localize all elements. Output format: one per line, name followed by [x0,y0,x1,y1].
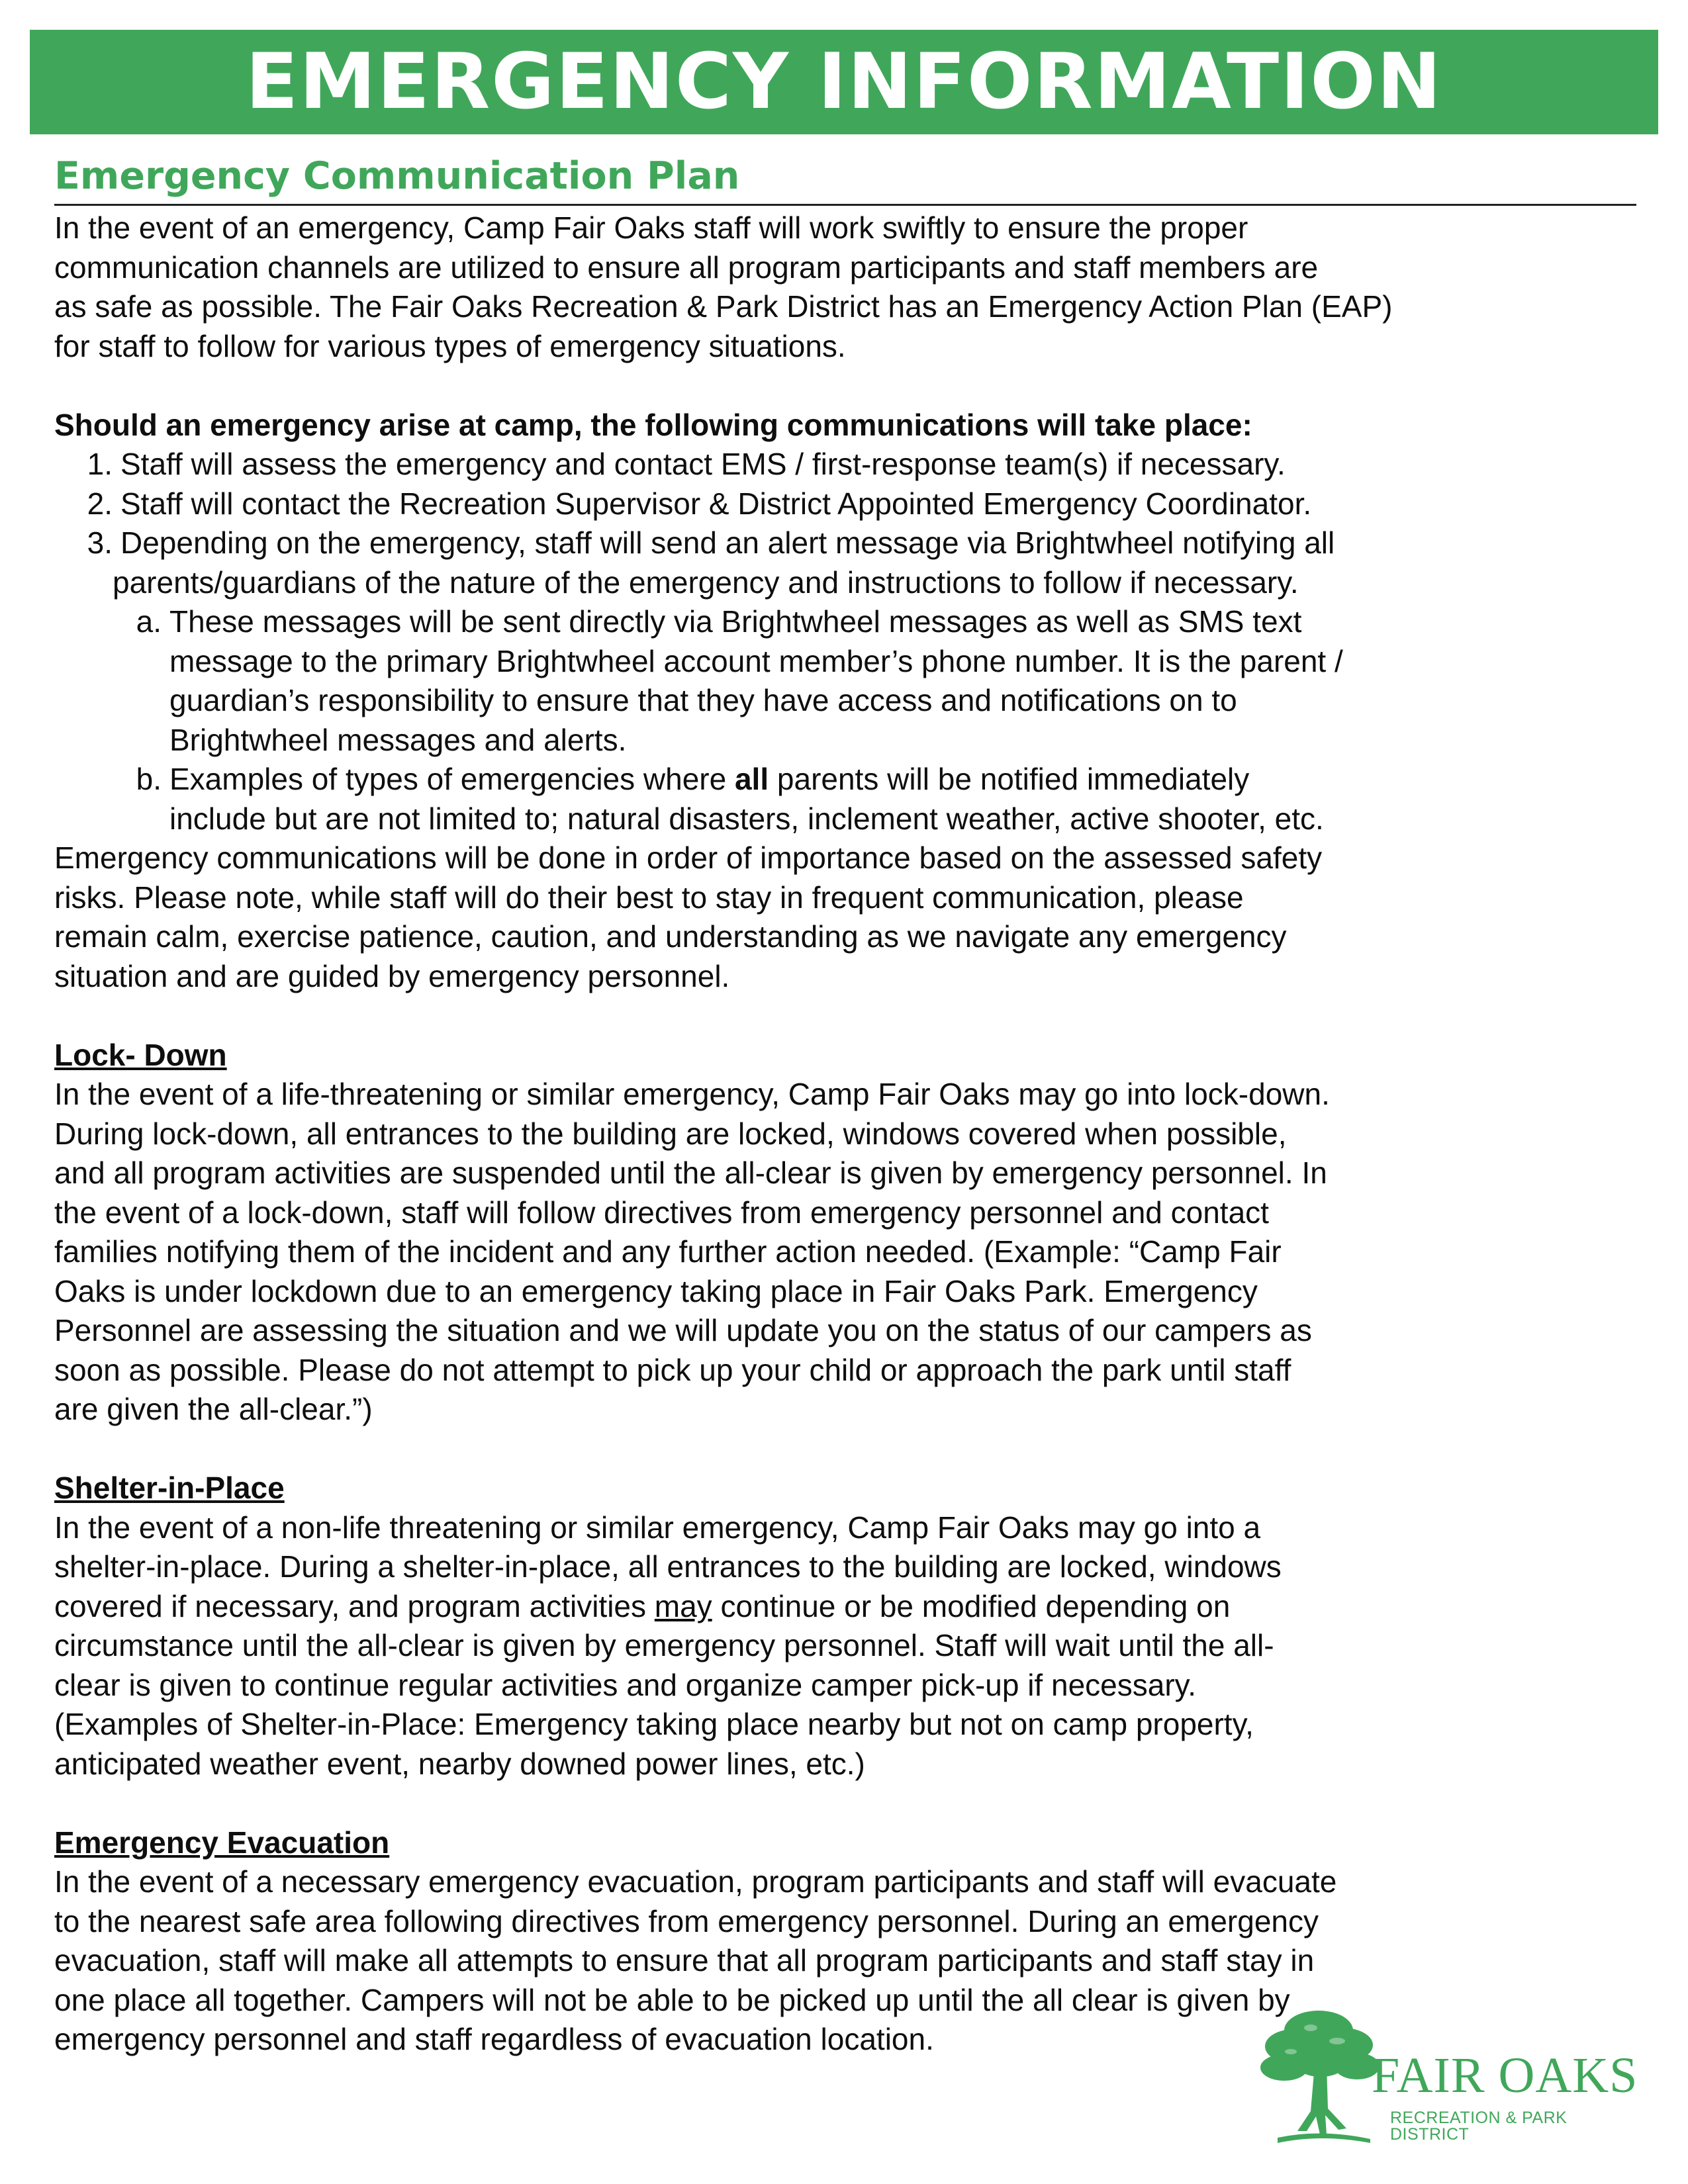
sub-list-text [169,602,1636,760]
closing-line: situation and are guided by emergency personnel. [54,958,730,993]
list-text-continued: parents/guardians of the nature of the emergency and instructions to follow if necessary. [113,565,1299,600]
lockdown-line: soon as possible. Please do not attempt to pick up your child or approach the park until staff [54,1352,1291,1387]
shelter-line: shelter-in-place. During a shelter-in-place, all entrances to the building are locked, windows [54,1549,1282,1584]
closing-line: risks. Please note, while staff will do their best to stay in frequent communication, please [54,880,1244,915]
intro-line: In the event of an emergency, Camp Fair Oaks staff will work swiftly to ensure the proper [54,210,1248,246]
evacuation-line: one place all together. Campers will not be able to be picked up until the all clear is given by [54,1982,1290,2017]
logo-subtitle: RECREATION & PARK DISTRICT [1390,2109,1568,2144]
sub-list-text [169,760,1636,839]
lockdown-line: and all program activities are suspended until the all-clear is given by emergency personnel. In [54,1156,1327,1191]
shelter-line: clear is given to continue regular activities and organize camper pick-up if necessary. [54,1667,1196,1702]
sub-list-line: These messages will be sent directly via Brightwheel messages as well as SMS text [169,604,1302,639]
shelter-line: In the event of a non-life threatening or similar emergency, Camp Fair Oaks may go into a [54,1510,1261,1545]
intro-line: communication channels are utilized to ensure all program participants and staff members are [54,250,1319,285]
list-text: Staff will contact the Recreation Supervisor & District Appointed Emergency Coordinator. [120,486,1312,521]
list-text: Staff will assess the emergency and contact EMS / first-response team(s) if necessary. [120,447,1286,482]
communication-closing [54,839,1636,996]
sub-list-line: Brightwheel messages and alerts. [169,722,627,757]
sub-list-item [54,602,1636,760]
header-banner [30,30,1658,134]
evacuation-line: evacuation, staff will make all attempts to ensure that all program participants and staff stay in [54,1943,1315,1978]
document-body [54,154,1636,2060]
sub-list-line [169,760,1636,799]
text-run: parents will be notified immediately [769,762,1250,797]
sub-list-letter: b. [136,762,162,797]
sub-list-line: message to the primary Brightwheel account member’s phone number. It is the parent / [169,643,1343,678]
lockdown-line: Personnel are assessing the situation and we will update you on the status of our campers as [54,1313,1312,1348]
text-run: Examples of types of emergencies where [169,762,735,797]
text-run: continue or be modified depending on [712,1588,1231,1623]
section-heading-communication-plan: Emergency Communication Plan [54,154,1636,206]
evacuation-line: emergency personnel and staff regardless of evacuation location. [54,2022,934,2057]
list-number: 2. [87,486,113,521]
sub-list-item [54,760,1636,839]
underlined-text: may [654,1588,712,1623]
lockdown-line: the event of a lock-down, staff will follow directives from emergency personnel and contact [54,1195,1269,1230]
shelter-line [54,1587,1636,1627]
communications-lead-in: Should an emergency arise at camp, the following communications will take place: [54,407,1252,442]
evacuation-line: to the nearest safe area following directives from emergency personnel. During an emergency [54,1903,1319,1938]
section-heading-lockdown: Lock- Down [54,1037,227,1072]
sub-list-line: include but are not limited to; natural disasters, inclement weather, active shooter, etc. [169,801,1324,836]
logo-wordmark: FAIR OAKS [1372,2048,1638,2103]
emphasis-text: all [734,762,769,797]
communication-steps [54,445,1636,839]
lockdown-line: During lock-down, all entrances to the building are locked, windows covered when possible, [54,1116,1287,1151]
lockdown-line: families notifying them of the incident and any further action needed. (Example: “Camp Fair [54,1234,1282,1269]
list-number: 1. [87,447,113,482]
lockdown-line: In the event of a life-threatening or similar emergency, Camp Fair Oaks may go into lock-down. [54,1077,1330,1112]
fair-oaks-logo [1258,1999,1642,2151]
shelter-line: (Examples of Shelter-in-Place: Emergency taking place nearby but not on camp property, [54,1707,1254,1742]
list-item [54,484,1636,524]
communication-intro [54,208,1636,366]
intro-line: for staff to follow for various types of emergency situations. [54,328,846,363]
lockdown-line: are given the all-clear.”) [54,1392,373,1427]
list-item [54,523,1636,563]
text-run: covered if necessary, and program activities [54,1588,655,1623]
shelter-line: anticipated weather event, nearby downed power lines, etc.) [54,1746,865,1781]
section-heading-shelter-in-place: Shelter-in-Place [54,1471,285,1506]
closing-line: remain calm, exercise patience, caution, and understanding as we navigate any emergency [54,919,1287,954]
intro-line: as safe as possible. The Fair Oaks Recreation & Park District has an Emergency Action Plan (EAP) [54,289,1393,324]
section-heading-evacuation: Emergency Evacuation [54,1825,390,1860]
list-text: Depending on the emergency, staff will send an alert message via Brightwheel notifying all [120,525,1335,561]
lockdown-line: Oaks is under lockdown due to an emergency taking place in Fair Oaks Park. Emergency [54,1273,1258,1308]
list-item [54,445,1636,484]
sub-list-line: guardian’s responsibility to ensure that they have access and notifications on to [169,683,1237,718]
closing-line: Emergency communications will be done in order of importance based on the assessed safety [54,841,1323,876]
lockdown-body [54,1075,1636,1430]
shelter-line: circumstance until the all-clear is given by emergency personnel. Staff will wait until the all- [54,1628,1274,1663]
page-title: EMERGENCY INFORMATION [246,37,1442,126]
evacuation-line: In the event of a necessary emergency evacuation, program participants and staff will evacuate [54,1864,1337,1899]
oak-tree-icon [1258,1999,1383,2151]
shelter-body [54,1508,1636,1784]
list-number: 3. [87,525,113,561]
sub-list-letter: a. [136,604,162,639]
